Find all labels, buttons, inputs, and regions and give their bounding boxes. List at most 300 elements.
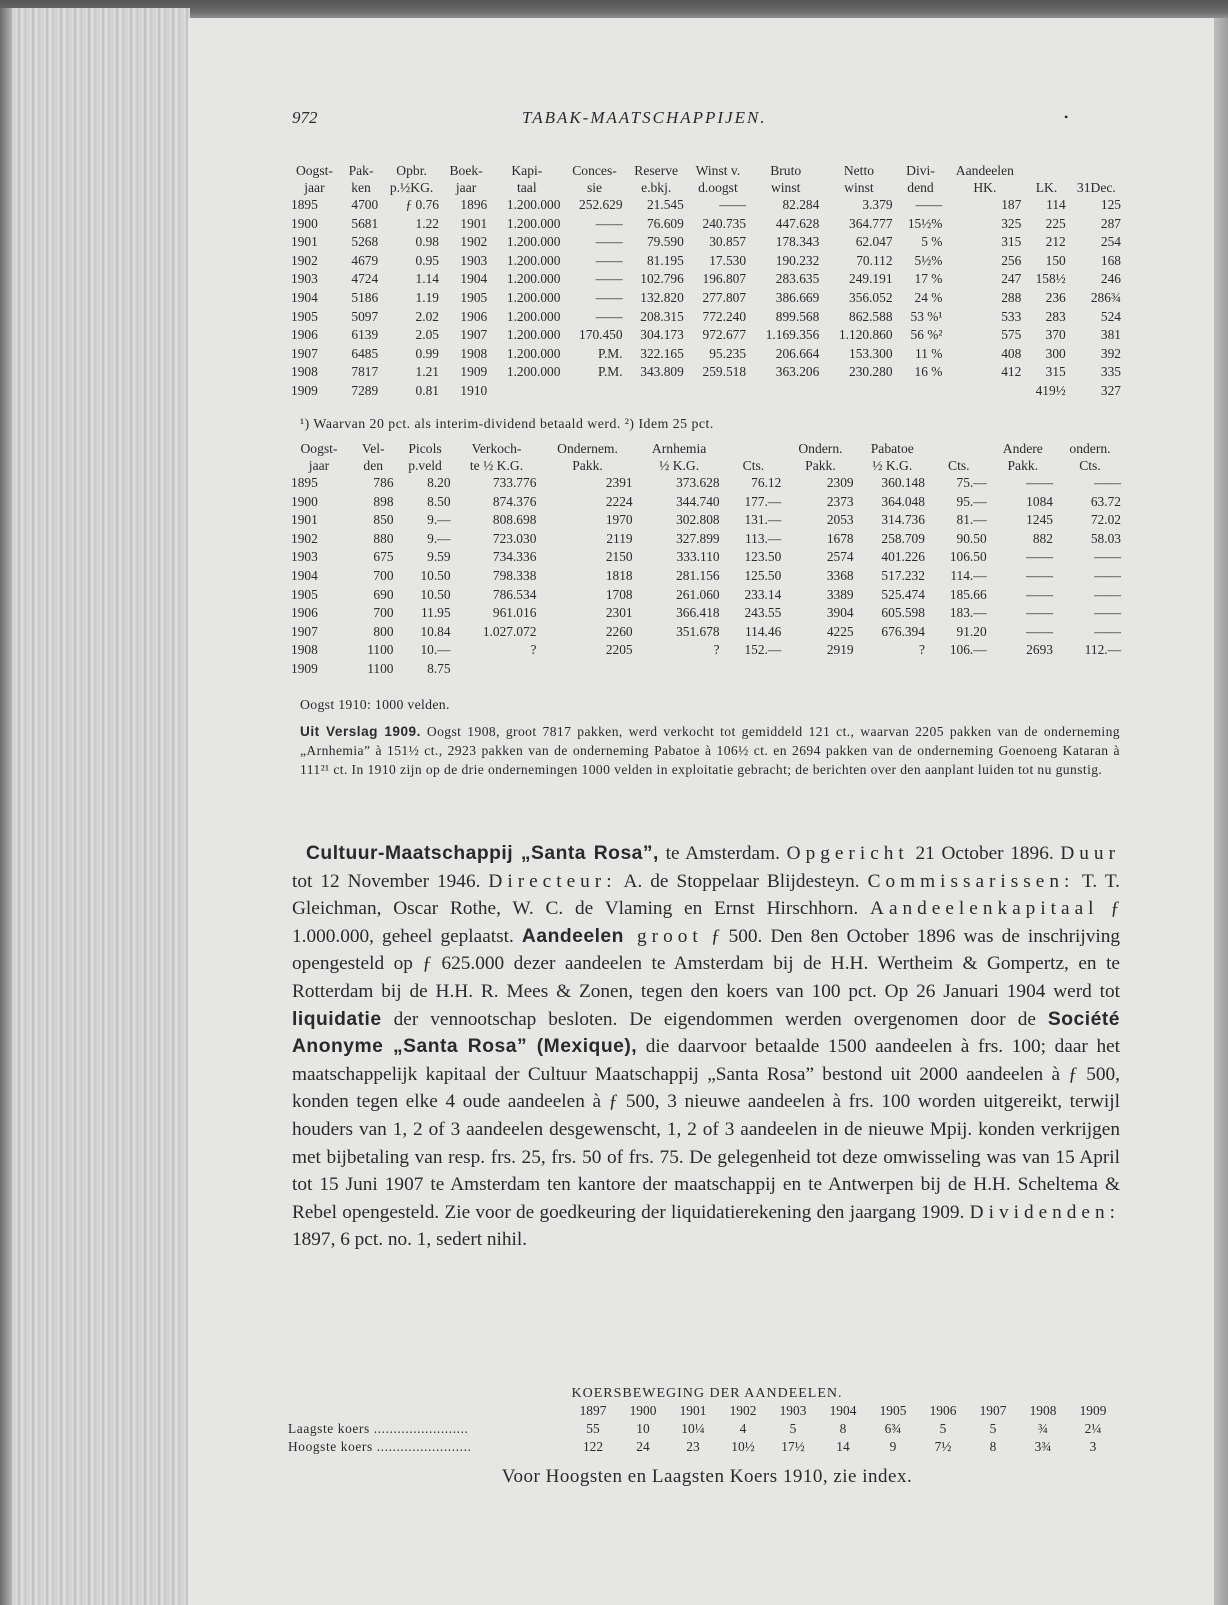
table-cell: 1908 bbox=[291, 642, 318, 658]
koers-value: 122 bbox=[582, 1439, 604, 1454]
table-cell: 1909 bbox=[291, 660, 318, 676]
table-cell: 786.534 bbox=[492, 586, 537, 602]
financial-row bbox=[288, 196, 1124, 215]
column-header: Opbr. bbox=[396, 163, 427, 178]
table-cell: 183.— bbox=[949, 605, 987, 621]
year-header: 1905 bbox=[879, 1403, 907, 1418]
table-cell: 5097 bbox=[351, 308, 379, 324]
table-cell: 899.568 bbox=[775, 308, 820, 324]
table-cell: 236 bbox=[1045, 289, 1066, 305]
table-cell: 76.609 bbox=[646, 215, 684, 231]
table-cell: 10.— bbox=[420, 642, 451, 658]
santa-rosa-entry bbox=[292, 840, 1120, 1254]
duur-value: tot 12 November 1946. bbox=[292, 870, 489, 892]
table-cell: 2919 bbox=[826, 642, 854, 658]
table-cell bbox=[539, 660, 635, 679]
table-cell: 1.200.000 bbox=[506, 271, 561, 287]
column-header: dend bbox=[907, 180, 934, 195]
table-cell: 1903 bbox=[460, 252, 488, 268]
table-header-row bbox=[288, 440, 1124, 457]
table-cell: 95.235 bbox=[709, 345, 747, 361]
table-cell: 1903 bbox=[291, 271, 318, 287]
table-cell: 3.379 bbox=[862, 197, 893, 212]
table-cell: 196.807 bbox=[702, 271, 747, 287]
table-cell: —— bbox=[719, 197, 747, 212]
table-cell: 575 bbox=[1001, 327, 1022, 343]
table-cell bbox=[1056, 660, 1124, 679]
koers-value: 8 bbox=[839, 1421, 847, 1436]
table-cell: 1100 bbox=[367, 642, 394, 658]
table-cell: 1902 bbox=[460, 234, 488, 250]
table-cell: 1907 bbox=[291, 623, 318, 639]
table-cell bbox=[636, 660, 723, 679]
table-cell: 1895 bbox=[291, 475, 318, 490]
bullet-mark: • bbox=[1064, 110, 1069, 124]
table-cell: 259.518 bbox=[702, 364, 747, 380]
koers-value: 4 bbox=[739, 1421, 747, 1436]
column-header: den bbox=[363, 458, 384, 473]
koers-table-title: KOERSBEWEGING DER AANDEELEN. bbox=[571, 1386, 843, 1401]
table-cell: 1.200.000 bbox=[506, 215, 561, 231]
table-cell: 10.84 bbox=[420, 623, 451, 639]
table-cell: 254 bbox=[1100, 234, 1121, 250]
table-cell: 1906 bbox=[291, 605, 318, 621]
table-cell: 233.14 bbox=[744, 586, 782, 602]
table-cell: —— bbox=[1094, 623, 1121, 639]
table-cell: —— bbox=[1026, 586, 1053, 602]
table-cell: —— bbox=[1026, 549, 1053, 565]
table-cell: 335 bbox=[1100, 364, 1121, 380]
table-cell: 9.59 bbox=[427, 549, 451, 565]
column-header: Pakk. bbox=[572, 458, 603, 473]
kapitaal-label: Aandeelenkapitaal bbox=[870, 898, 1099, 920]
table-cell: 786 bbox=[373, 475, 394, 490]
table-cell: 850 bbox=[373, 512, 394, 528]
table-cell: 24 % bbox=[914, 289, 943, 305]
table-cell: 373.628 bbox=[676, 475, 720, 490]
table-cell bbox=[687, 382, 749, 401]
table-cell: 62.047 bbox=[855, 234, 893, 250]
koers-value: 55 bbox=[586, 1421, 600, 1436]
table-cell: 4225 bbox=[826, 623, 854, 639]
table-cell: 401.226 bbox=[881, 549, 925, 565]
table-cell: ? bbox=[919, 642, 925, 658]
directeur-label: Directeur: bbox=[488, 870, 617, 892]
table-cell: 240.735 bbox=[702, 215, 747, 231]
table-cell: 8.20 bbox=[427, 475, 451, 490]
column-header bbox=[723, 440, 785, 457]
table-cell: 351.678 bbox=[676, 623, 720, 639]
table-cell: 106.— bbox=[949, 642, 987, 658]
column-header: p.½KG. bbox=[389, 180, 434, 195]
table-cell: 1906 bbox=[460, 308, 488, 324]
koers-value: 2¼ bbox=[1084, 1421, 1102, 1436]
verslag-paragraph bbox=[300, 722, 1120, 780]
table-cell: 132.820 bbox=[640, 289, 684, 305]
table-cell: 72.02 bbox=[1090, 512, 1121, 528]
table-cell: 315 bbox=[1045, 364, 1066, 380]
table-cell: 1909 bbox=[460, 364, 488, 380]
table-cell: 283.635 bbox=[775, 271, 820, 287]
company-location: te Amsterdam. bbox=[658, 843, 787, 864]
aandeelen-label: Aandeelen bbox=[521, 925, 624, 947]
table-cell: 102.796 bbox=[640, 271, 684, 287]
table-cell: 249.191 bbox=[849, 271, 893, 287]
table-cell: 392 bbox=[1100, 345, 1121, 361]
table-cell bbox=[563, 382, 625, 401]
table-cell: 230.280 bbox=[849, 364, 893, 380]
koers-row-label: Laagste koers ........................ bbox=[288, 1421, 469, 1436]
table-cell: 3389 bbox=[826, 586, 854, 602]
column-header: ½ K.G. bbox=[659, 458, 700, 473]
table-cell: 1084 bbox=[1026, 493, 1053, 509]
table-cell: 1.169.356 bbox=[765, 327, 820, 343]
column-header: Pakk. bbox=[805, 458, 836, 473]
table-cell: 9.— bbox=[427, 530, 451, 546]
table-header-row bbox=[288, 179, 1124, 196]
table-cell: 114.— bbox=[950, 567, 987, 583]
table-cell bbox=[723, 660, 785, 679]
table-cell: —— bbox=[1026, 567, 1053, 583]
table-cell: 525.474 bbox=[881, 586, 925, 602]
table-cell: 356.052 bbox=[849, 289, 893, 305]
table-cell: 1.200.000 bbox=[506, 345, 561, 361]
aandeelen-value: ƒ 500. Den 8en October 1896 was de inschrijving opengesteld op ƒ 625.000 dezer aandeelen te Amsterdam bij de H.H. Wertheim & Gompertz, en te Rotterdam bij de H.H. R. Mees & Zonen, tegen den koers van 100 pct. Op 26 Januari 1904 werd tot bbox=[292, 925, 1120, 1002]
table-cell: 125 bbox=[1100, 197, 1121, 212]
table-cell: 90.50 bbox=[956, 530, 987, 546]
table-cell: 125.50 bbox=[744, 567, 782, 583]
table-cell: 2391 bbox=[605, 475, 633, 490]
kapitaal-value: ƒ 1.000.000, geheel geplaatst. bbox=[292, 898, 1120, 947]
spacer-cell bbox=[288, 1402, 568, 1420]
table-cell: 2119 bbox=[606, 530, 633, 546]
column-header: Ondernem. bbox=[557, 441, 618, 456]
koers-value: 7½ bbox=[934, 1439, 952, 1454]
table-cell: 1.200.000 bbox=[506, 197, 561, 212]
column-header: ondern. bbox=[1069, 441, 1111, 456]
table-cell: 0.81 bbox=[415, 382, 439, 398]
koers-value: ¾ bbox=[1037, 1421, 1049, 1436]
table-cell: 2150 bbox=[605, 549, 633, 565]
table-cell: 5681 bbox=[351, 215, 379, 231]
table-cell: —— bbox=[1026, 623, 1053, 639]
table-cell: 81.195 bbox=[646, 252, 684, 268]
table-cell: 131.— bbox=[744, 512, 782, 528]
table-cell: 2053 bbox=[826, 512, 854, 528]
table-cell: 247 bbox=[1001, 271, 1022, 287]
koers-year-row bbox=[288, 1402, 1118, 1420]
table-cell: 408 bbox=[1001, 345, 1022, 361]
table-cell: 17.530 bbox=[709, 252, 747, 268]
koers-value: 10 bbox=[636, 1421, 650, 1436]
column-header: jaar bbox=[455, 180, 477, 195]
table-cell: 243.55 bbox=[744, 605, 782, 621]
table-cell: 123.50 bbox=[744, 549, 782, 565]
year-header: 1901 bbox=[679, 1403, 707, 1418]
table-cell: 2260 bbox=[605, 623, 633, 639]
harvest-row bbox=[288, 474, 1124, 493]
table-cell: 2309 bbox=[826, 475, 854, 490]
table-cell: 256 bbox=[1001, 252, 1022, 268]
table-cell: 325 bbox=[1001, 215, 1022, 231]
table-cell: —— bbox=[595, 308, 623, 324]
koers-value: 24 bbox=[636, 1439, 650, 1454]
table-cell: 1903 bbox=[291, 549, 318, 565]
column-header: Pakk. bbox=[1007, 458, 1039, 473]
koers-value: 5 bbox=[789, 1421, 797, 1436]
column-header: ½ K.G. bbox=[872, 458, 913, 473]
koers-row bbox=[288, 1420, 1118, 1438]
table-cell: 447.628 bbox=[775, 215, 820, 231]
table-cell: 95.— bbox=[956, 493, 987, 509]
column-header: Ondern. bbox=[798, 441, 843, 456]
table-cell: 880 bbox=[373, 530, 394, 546]
harvest-row bbox=[288, 623, 1124, 642]
column-header: jaar bbox=[308, 458, 330, 473]
table-cell: 70.112 bbox=[856, 252, 893, 268]
koers-value: 10¼ bbox=[681, 1421, 705, 1436]
table-cell: 17 % bbox=[914, 271, 943, 287]
table-cell: 0.95 bbox=[415, 252, 439, 268]
page-right-edge bbox=[1214, 18, 1228, 1605]
harvest-row bbox=[288, 530, 1124, 549]
table-cell: 4679 bbox=[351, 252, 379, 268]
table-cell: 283 bbox=[1045, 308, 1066, 324]
table-cell: 734.336 bbox=[492, 549, 537, 565]
table-cell: 800 bbox=[373, 623, 394, 639]
table-cell: 10.50 bbox=[420, 567, 451, 583]
table-cell: 208.315 bbox=[640, 308, 684, 324]
table-cell: 1907 bbox=[291, 345, 318, 361]
table-cell: 1901 bbox=[291, 234, 318, 250]
table-cell: 1908 bbox=[460, 345, 488, 361]
column-header: Pabatoe bbox=[870, 441, 914, 456]
table-cell: 106.50 bbox=[949, 549, 987, 565]
table-cell: 370 bbox=[1045, 327, 1066, 343]
table-cell: 187 bbox=[1001, 197, 1022, 212]
table-cell: —— bbox=[595, 234, 623, 250]
table-cell: 314.736 bbox=[881, 512, 925, 528]
column-header: Kapi- bbox=[511, 163, 543, 178]
table-cell: 700 bbox=[373, 567, 394, 583]
harvest-row bbox=[288, 493, 1124, 512]
table-cell: 412 bbox=[1001, 364, 1022, 380]
table-cell: 0.99 bbox=[415, 345, 439, 361]
table-cell: 1909 bbox=[291, 382, 318, 398]
table-cell: 30.857 bbox=[709, 234, 747, 250]
share-price-table bbox=[288, 1402, 1118, 1456]
table-cell: 366.418 bbox=[676, 605, 720, 621]
table-cell: 1678 bbox=[826, 530, 854, 546]
table-cell: 723.030 bbox=[492, 530, 537, 546]
table-cell: 1.200.000 bbox=[506, 327, 561, 343]
table-cell: 212 bbox=[1045, 234, 1066, 250]
table-cell: 11.95 bbox=[420, 605, 451, 621]
table-cell: 1.200.000 bbox=[506, 289, 561, 305]
financial-row bbox=[288, 252, 1124, 271]
table-cell: 381 bbox=[1100, 327, 1121, 343]
table-cell: 8.50 bbox=[427, 493, 451, 509]
table-cell bbox=[928, 660, 990, 679]
table-cell: 91.20 bbox=[956, 623, 987, 639]
table-cell: 961.016 bbox=[492, 605, 537, 621]
table-cell: 5268 bbox=[351, 234, 379, 250]
table-cell: 1.14 bbox=[415, 271, 439, 287]
column-header: Boek- bbox=[449, 163, 483, 178]
table-cell: 1.200.000 bbox=[506, 308, 561, 324]
table-cell: 112.— bbox=[1084, 642, 1121, 658]
financial-row bbox=[288, 363, 1124, 382]
table-cell: 206.664 bbox=[775, 345, 820, 361]
table-cell: 2224 bbox=[605, 493, 633, 509]
table-cell bbox=[626, 382, 687, 401]
table-cell: 344.740 bbox=[676, 493, 720, 509]
year-header: 1903 bbox=[779, 1403, 807, 1418]
table-cell: 9.— bbox=[427, 512, 451, 528]
column-header: d.oogst bbox=[698, 180, 738, 195]
table-cell: 315 bbox=[1001, 234, 1022, 250]
column-header: Picols bbox=[408, 441, 442, 456]
table-cell: 676.394 bbox=[881, 623, 925, 639]
table-cell: 16 % bbox=[914, 364, 943, 380]
year-header: 1897 bbox=[579, 1403, 607, 1418]
table-cell: 675 bbox=[373, 549, 394, 565]
column-header: Cts. bbox=[948, 458, 970, 473]
table-cell: 327.899 bbox=[676, 530, 720, 546]
year-header: 1902 bbox=[729, 1403, 757, 1418]
column-header: jaar bbox=[304, 180, 325, 195]
koers-value: 14 bbox=[836, 1439, 850, 1454]
column-header: winst bbox=[770, 180, 801, 195]
table-cell: 7289 bbox=[351, 382, 379, 398]
table-cell: 2205 bbox=[605, 642, 633, 658]
table-cell: P.M. bbox=[598, 345, 623, 361]
financial-row bbox=[288, 233, 1124, 252]
table-cell: 3904 bbox=[826, 605, 854, 621]
table-header-row bbox=[288, 457, 1124, 474]
harvest-row bbox=[288, 660, 1124, 679]
table-cell: 170.450 bbox=[579, 327, 623, 343]
koers-value: 6¾ bbox=[884, 1421, 902, 1436]
table-cell: 363.206 bbox=[775, 364, 820, 380]
table-cell: 152.— bbox=[744, 642, 782, 658]
table-cell: 2373 bbox=[826, 493, 854, 509]
table-cell: 5186 bbox=[351, 289, 379, 305]
opgericht-value: 21 October 1896. bbox=[908, 843, 1061, 864]
table-cell: 1904 bbox=[291, 567, 318, 583]
table-cell: 288 bbox=[1001, 289, 1022, 305]
koers-value: 8 bbox=[989, 1439, 997, 1454]
year-header: 1904 bbox=[829, 1403, 857, 1418]
table-cell: 605.598 bbox=[881, 605, 925, 621]
column-header: ken bbox=[351, 180, 371, 195]
financial-results-table bbox=[288, 162, 1124, 401]
table-cell: 1906 bbox=[291, 327, 318, 343]
table-cell: 2.05 bbox=[415, 327, 439, 343]
table-cell: 79.590 bbox=[646, 234, 684, 250]
table-cell: P.M. bbox=[598, 364, 623, 380]
column-header: HK. bbox=[973, 180, 997, 195]
table-cell: —— bbox=[1094, 605, 1121, 621]
table-cell: 5½% bbox=[914, 252, 943, 268]
table-cell: 898 bbox=[373, 493, 394, 509]
table-cell: 1895 bbox=[291, 197, 318, 212]
table-cell: 1.22 bbox=[415, 215, 439, 231]
table-cell: 53 %¹ bbox=[910, 308, 943, 324]
financial-row bbox=[288, 308, 1124, 327]
table-cell: —— bbox=[1094, 586, 1121, 602]
koers-value: 10½ bbox=[731, 1439, 755, 1454]
financial-row bbox=[288, 345, 1124, 364]
liquidatie-value: der vennootschap besloten. De eigendommen werden overgenomen door de bbox=[381, 1008, 1048, 1030]
table-cell: 419½ bbox=[1035, 382, 1066, 398]
koers-value: 23 bbox=[686, 1439, 700, 1454]
table-cell: 772.240 bbox=[702, 308, 747, 324]
financial-row bbox=[288, 382, 1124, 401]
table-cell: 286¾ bbox=[1090, 289, 1121, 305]
table-cell: 10.50 bbox=[420, 586, 451, 602]
table-cell bbox=[784, 660, 856, 679]
column-header: Andere bbox=[1002, 441, 1043, 456]
table-cell: 1902 bbox=[291, 252, 318, 268]
table-cell: 327 bbox=[1100, 382, 1121, 398]
table-cell: —— bbox=[595, 289, 623, 305]
koers-value: 3¾ bbox=[1034, 1439, 1052, 1454]
table-cell: 185.66 bbox=[949, 586, 987, 602]
table-cell: 258.709 bbox=[881, 530, 925, 546]
harvest-row bbox=[288, 567, 1124, 586]
table-cell: 1.120.860 bbox=[838, 327, 893, 343]
harvest-row bbox=[288, 604, 1124, 623]
table-cell: —— bbox=[915, 197, 943, 212]
column-header: Verkoch- bbox=[471, 441, 522, 456]
harvest-row bbox=[288, 641, 1124, 660]
koers-row-label: Hoogste koers ........................ bbox=[288, 1439, 472, 1454]
table-cell: 6139 bbox=[351, 327, 379, 343]
duur-label: Duur bbox=[1060, 843, 1120, 864]
table-cell: 281.156 bbox=[676, 567, 720, 583]
table-cell: ? bbox=[713, 642, 720, 658]
harvest-row bbox=[288, 511, 1124, 530]
table-cell: 1901 bbox=[460, 215, 488, 231]
table-cell: 1.027.072 bbox=[482, 623, 537, 639]
dividenden-label: Dividenden: bbox=[969, 1201, 1120, 1223]
column-header: Bruto bbox=[770, 163, 802, 178]
commissarissen-value: T. T. Gleichman, Oscar Rothe, W. C. de Vlaming en Ernst Hirschhorn. bbox=[292, 870, 1121, 920]
column-header: Divi- bbox=[906, 163, 935, 178]
table-cell: 1245 bbox=[1026, 512, 1053, 528]
commissarissen-label: Commissarissen: bbox=[867, 870, 1075, 892]
table-cell: 1.21 bbox=[415, 364, 439, 380]
liquidatie-label: liquidatie bbox=[292, 1008, 382, 1030]
table-cell: 333.110 bbox=[676, 549, 720, 565]
column-header: LK. bbox=[1035, 180, 1058, 195]
table-cell: 81.— bbox=[956, 512, 987, 528]
table-cell: 700 bbox=[373, 605, 394, 621]
table-cell: —— bbox=[595, 215, 623, 231]
table-cell: 76.12 bbox=[751, 475, 782, 490]
table-cell: 302.808 bbox=[676, 512, 720, 528]
table-cell: 364.048 bbox=[881, 493, 925, 509]
table-cell: 1.19 bbox=[415, 289, 439, 305]
column-header: taal bbox=[517, 180, 537, 195]
table-cell: 862.588 bbox=[849, 308, 893, 324]
column-header: Vel- bbox=[361, 441, 385, 456]
column-header: sie bbox=[586, 180, 603, 195]
table-cell: 1905 bbox=[291, 308, 318, 324]
table-cell bbox=[896, 382, 946, 401]
koers-value: 5 bbox=[939, 1421, 947, 1436]
